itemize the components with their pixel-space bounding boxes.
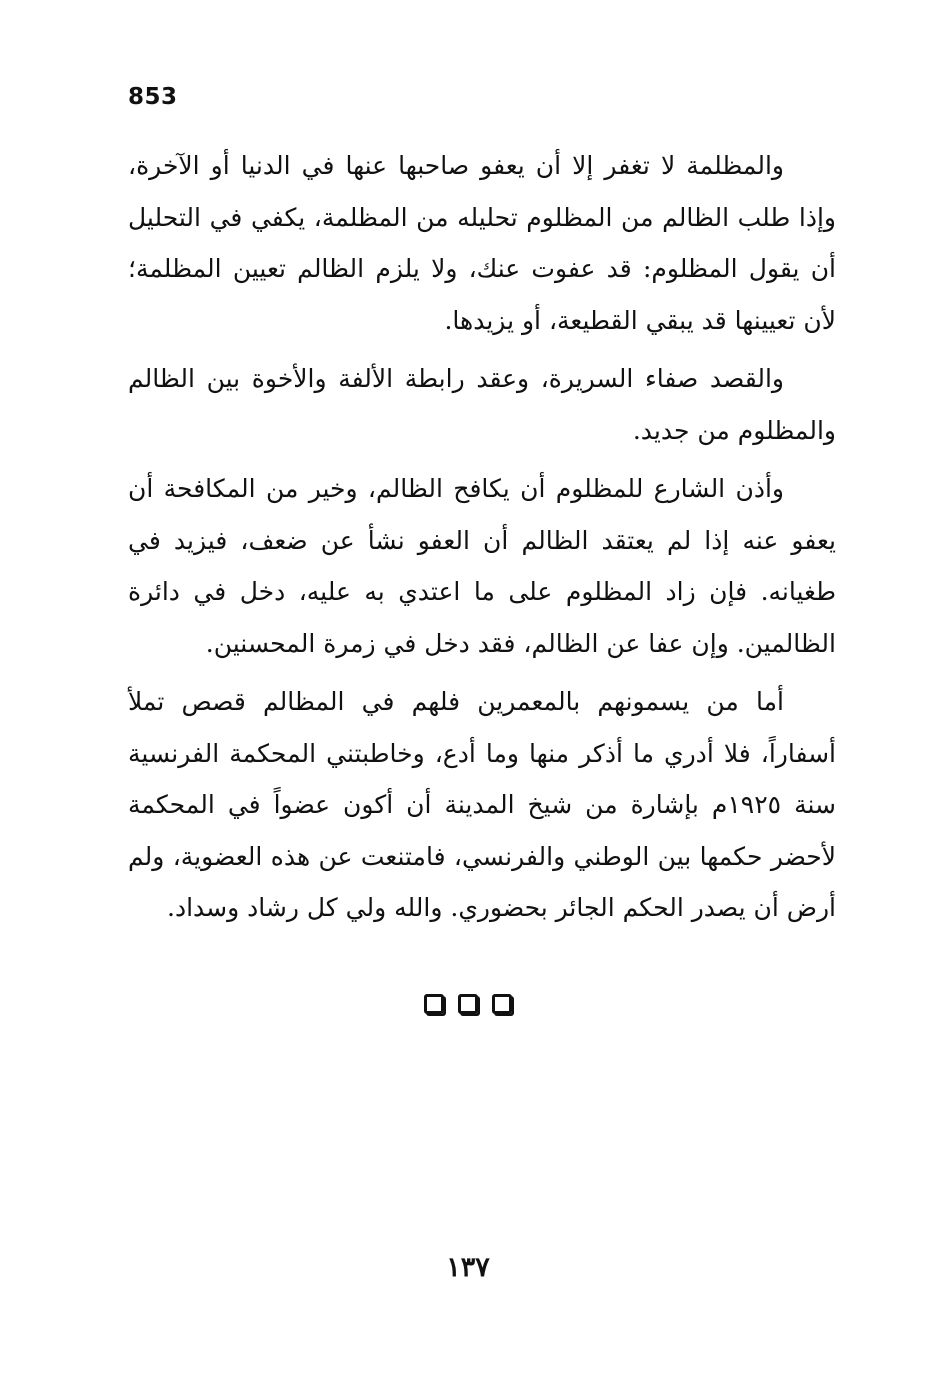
body-text [128, 140, 836, 941]
paragraph-1: والمظلمة لا تغفر إلا أن يعفو صاحبها عنها في الدنيا أو الآخرة، وإذا طلب الظالم من المظلوم تحليله من المظلمة، يكفي في التحليل أن يقول المظلوم: قد عفوت عنك، ولا يلزم الظالم تعيين المظلمة؛ لأن تعيينها قد يبقي القطيعة، أو يزيدها. [128, 151, 836, 335]
square-icon [458, 994, 478, 1014]
section-end-ornament [0, 994, 936, 1014]
paragraph-4: أما من يسمونهم بالمعمرين فلهم في المظالم قصص تملأ أسفاراً، فلا أدري ما أذكر منها وما أدع، وخاطبتني المحكمة الفرنسية سنة ١٩٢٥م بإشارة من شيخ المدينة أن أكون عضواً في المحكمة لأحضر حكمها بين الوطني والفرنسي، فامتنعت عن هذه العضوية، ولم أرض أن يصدر الحكم الجائر بحضوري. والله ولي كل رشاد وسداد. [128, 687, 836, 922]
page-number-top: 853 [128, 84, 178, 110]
page-number-bottom: ١٣٧ [446, 1252, 490, 1283]
square-icon [424, 994, 444, 1014]
square-icon [492, 994, 512, 1014]
paragraph-3: وأذن الشارع للمظلوم أن يكافح الظالم، وخير من المكافحة أن يعفو عنه إذا لم يعتقد الظالم أن العفو نشأ عن ضعف، فيزيد في طغيانه. فإن زاد المظلوم على ما اعتدي به عليه، دخل في دائرة الظالمين. وإن عفا عن الظالم، فقد دخل في زمرة المحسنين. [128, 474, 836, 658]
paragraph-2: والقصد صفاء السريرة، وعقد رابطة الألفة والأخوة بين الظالم والمظلوم من جديد. [128, 364, 836, 445]
